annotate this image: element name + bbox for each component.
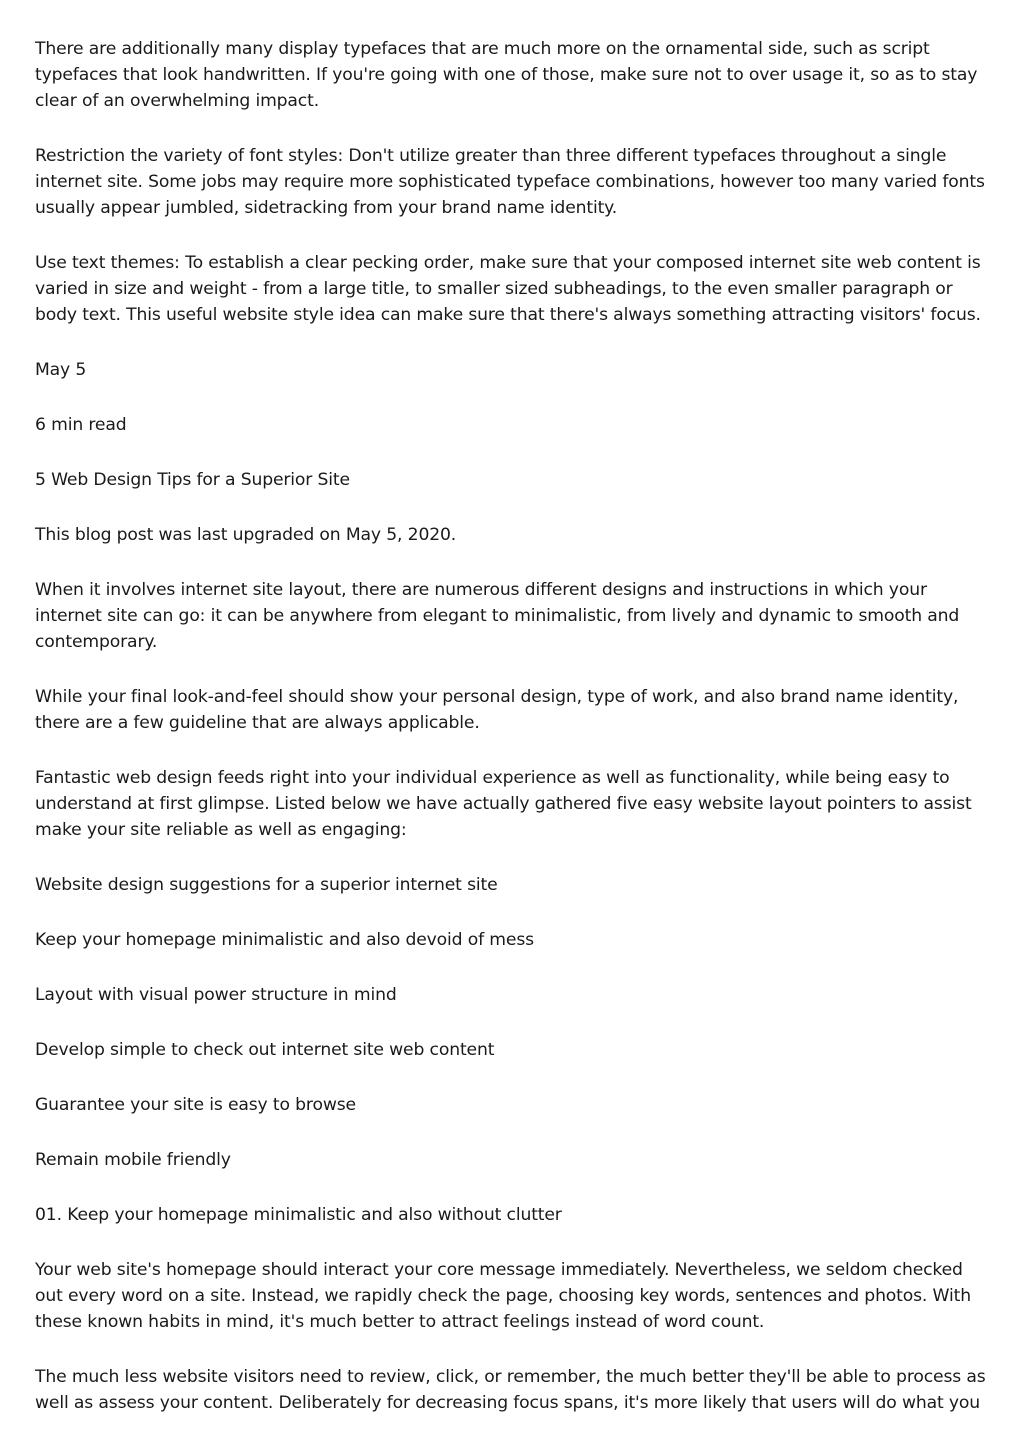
last-updated-note: This blog post was last upgraded on May 5, 2020. <box>35 525 457 545</box>
list-item: Develop simple to check out internet site web content <box>35 1040 495 1060</box>
paragraph-fantastic-design: Fantastic web design feeds right into your individual experience as well as functionality, while being easy to understand at first glimpse. Listed below we have actually gathered five easy website layout pointers to assist make your site reliable as well as engaging: <box>35 768 972 840</box>
document-body <box>35 36 995 1445</box>
paragraph-intro: When it involves internet site layout, there are numerous different designs and instructions in which your internet site can go: it can be anywhere from elegant to minimalistic, from lively and dynamic to smooth and contemporary. <box>35 580 960 652</box>
paragraph-display-typefaces: There are additionally many display typefaces that are much more on the ornamental side, such as script typefaces that look handwritten. If you're going with one of those, make sure not to over usage it, so as to stay clear of an overwhelming impact. <box>35 39 978 111</box>
list-item: Remain mobile friendly <box>35 1150 231 1170</box>
paragraph-restrict-fonts: Restriction the variety of font styles: Don't utilize greater than three different typefaces throughout a single internet site. Some jobs may require more sophisticated typeface combinations, however too many varied fonts usually appear jumbled, sidetracking from your brand name identity. <box>35 146 985 218</box>
post-title: 5 Web Design Tips for a Superior Site <box>35 470 350 490</box>
paragraph-homepage-message: Your web site's homepage should interact your core message immediately. Nevertheless, we seldom checked out every word on a site. Instead, we rapidly check the page, choosing key words, sentences and photos. With these known habits in mind, it's much better to attract feelings instead of word count. <box>35 1260 971 1332</box>
post-date: May 5 <box>35 360 87 380</box>
list-item: Guarantee your site is easy to browse <box>35 1095 356 1115</box>
list-item: Keep your homepage minimalistic and also devoid of mess <box>35 930 534 950</box>
read-time: 6 min read <box>35 415 127 435</box>
paragraph-look-and-feel: While your final look-and-feel should show your personal design, type of work, and also brand name identity, there are a few guideline that are always applicable. <box>35 687 959 733</box>
section-heading-01: 01. Keep your homepage minimalistic and also without clutter <box>35 1205 562 1225</box>
paragraph-fewer-visitors: The much less website visitors need to review, click, or remember, the much better they'll be able to process as well as assess your content. Deliberately for decreasing focus spans, it's more likely that users will do what you <box>35 1367 986 1413</box>
list-heading: Website design suggestions for a superior internet site <box>35 875 498 895</box>
list-item: Layout with visual power structure in mind <box>35 985 397 1005</box>
paragraph-text-themes: Use text themes: To establish a clear pecking order, make sure that your composed internet site web content is varied in size and weight - from a large title, to smaller sized subheadings, to the even smaller paragraph or body text. This useful website style idea can make sure that there's always something attracting visitors' focus. <box>35 253 981 325</box>
